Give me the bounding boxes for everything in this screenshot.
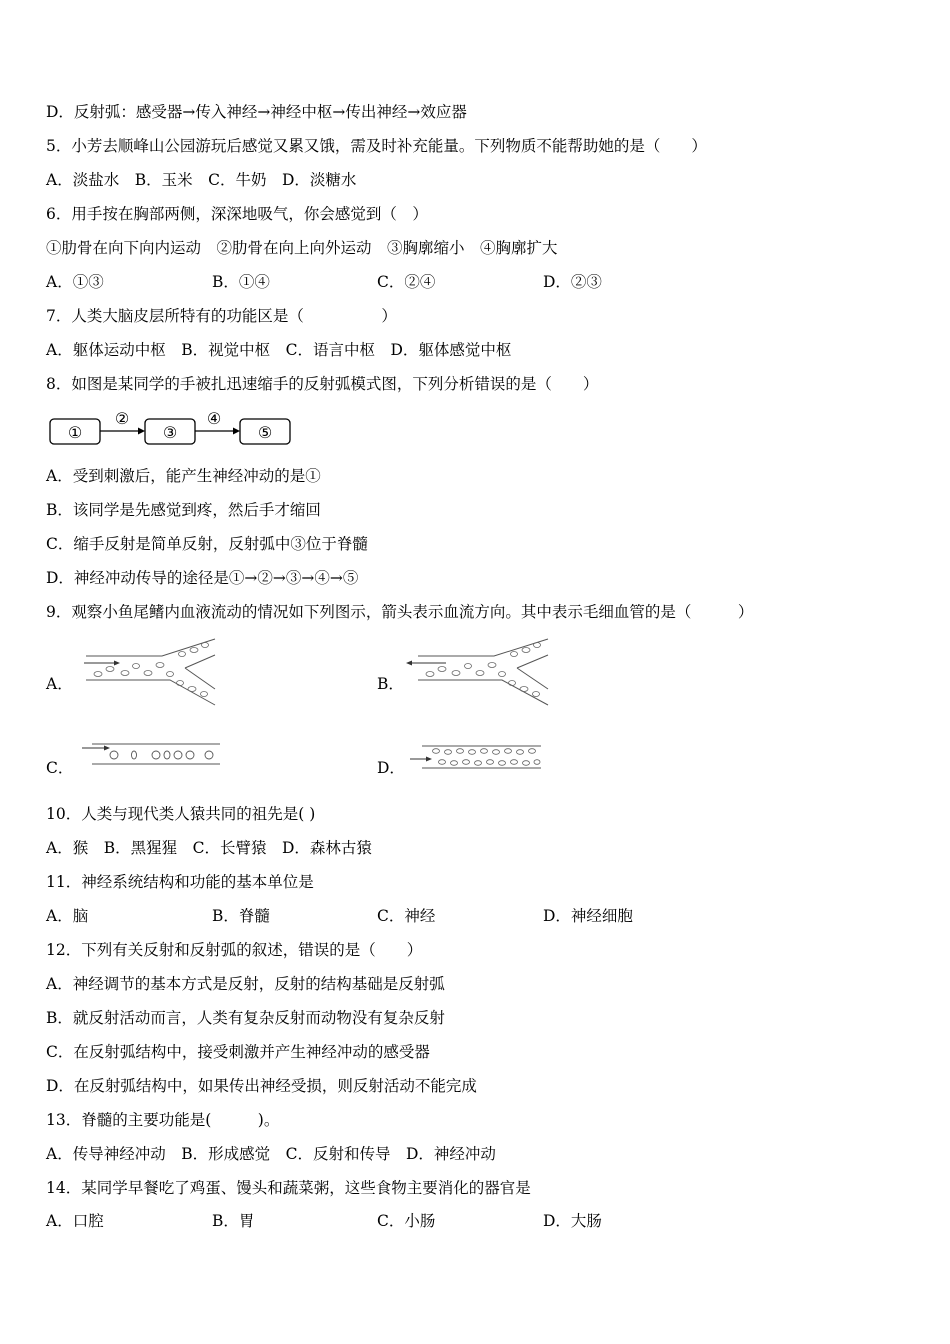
q6-option-c: C．②④ — [377, 273, 436, 291]
q14-option-b: B．胃 — [212, 1212, 255, 1230]
q8-option-a: A．受到刺激后，能产生神经冲动的是① — [46, 467, 321, 485]
q12-option-a: A．神经调节的基本方式是反射，反射的结构基础是反射弧 — [46, 975, 445, 993]
question-10: 10．人类与现代类人猿共同的祖先是( ) — [46, 805, 316, 823]
diagram-box-3-label: ③ — [162, 423, 178, 442]
question-8: 8．如图是某同学的手被扎迅速缩手的反射弧模式图，下列分析错误的是（ ） — [46, 375, 599, 393]
q9-vessel-b — [400, 636, 550, 708]
q11-option-a: A．脑 — [46, 907, 89, 925]
diagram-arrow-2-label: ④ — [206, 409, 222, 428]
q12-option-c: C．在反射弧结构中，接受刺激并产生神经冲动的感受器 — [46, 1043, 430, 1061]
q9-option-d-label: D． — [377, 759, 405, 777]
question-13: 13．脊髓的主要功能是( )。 — [46, 1111, 280, 1129]
q14-option-d: D．大肠 — [543, 1212, 602, 1230]
question-12: 12．下列有关反射和反射弧的叙述，错误的是（ ） — [46, 941, 423, 959]
q9-option-c-label: C． — [46, 759, 74, 777]
diagram-box-5-label: ⑤ — [257, 423, 273, 442]
q9-option-a-label: A． — [46, 675, 73, 693]
q11-option-c: C．神经 — [377, 907, 436, 925]
diagram-box-1-label: ① — [67, 423, 83, 442]
question-9: 9．观察小鱼尾鳍内血液流动的情况如下列图示，箭头表示血流方向。其中表示毛细血管的是（ ） — [46, 603, 754, 621]
q8-option-c: C．缩手反射是简单反射，反射弧中③位于脊髓 — [46, 535, 368, 553]
q6-option-b: B．①④ — [212, 273, 270, 291]
q6-option-d: D．②③ — [543, 273, 602, 291]
q14-option-a: A．口腔 — [46, 1212, 104, 1230]
question-7-options: A．躯体运动中枢 B．视觉中枢 C．语言中枢 D．躯体感觉中枢 — [46, 341, 512, 359]
q11-option-d: D．神经细胞 — [543, 907, 633, 925]
question-13-options: A．传导神经冲动 B．形成感觉 C．反射和传导 D．神经冲动 — [46, 1145, 496, 1163]
question-6-items: ①肋骨在向下向内运动 ②肋骨在向上向外运动 ③胸廓缩小 ④胸廓扩大 — [46, 239, 558, 257]
q11-option-b: B．脊髓 — [212, 907, 270, 925]
q9-vessel-c — [74, 738, 224, 772]
q8-option-d: D．神经冲动传导的途径是①→②→③→④→⑤ — [46, 569, 359, 587]
q4-option-d: D．反射弧：感受器→传入神经→神经中枢→传出神经→效应器 — [46, 103, 467, 121]
question-11: 11．神经系统结构和功能的基本单位是 — [46, 873, 314, 891]
question-14: 14．某同学早餐吃了鸡蛋、馒头和蔬菜粥，这些食物主要消化的器官是 — [46, 1179, 531, 1197]
reflex-arc-diagram — [46, 408, 296, 450]
question-10-options: A．猴 B．黑猩猩 C．长臂猿 D．森林古猿 — [46, 839, 372, 857]
question-5-options: A．淡盐水 B．玉米 C．牛奶 D．淡糖水 — [46, 171, 357, 189]
diagram-arrow-2-head — [233, 428, 240, 435]
q14-option-c: C．小肠 — [377, 1212, 436, 1230]
q9-vessel-a — [70, 636, 220, 708]
q6-option-a: A．①③ — [46, 273, 104, 291]
question-6: 6．用手按在胸部两侧，深深地吸气，你会感觉到（ ） — [46, 205, 428, 223]
q9-vessel-d — [404, 740, 549, 774]
q12-option-d: D．在反射弧结构中，如果传出神经受损，则反射活动不能完成 — [46, 1077, 477, 1095]
question-7: 7．人类大脑皮层所特有的功能区是（ ） — [46, 307, 397, 325]
diagram-arrow-1-label: ② — [114, 409, 130, 428]
diagram-arrow-1-head — [138, 428, 145, 435]
question-5: 5．小芳去顺峰山公园游玩后感觉又累又饿，需及时补充能量。下列物质不能帮助她的是（ ） — [46, 137, 707, 155]
q12-option-b: B．就反射活动而言，人类有复杂反射而动物没有复杂反射 — [46, 1009, 445, 1027]
q8-option-b: B．该同学是先感觉到疼，然后手才缩回 — [46, 501, 321, 519]
q9-option-b-label: B． — [377, 675, 404, 693]
